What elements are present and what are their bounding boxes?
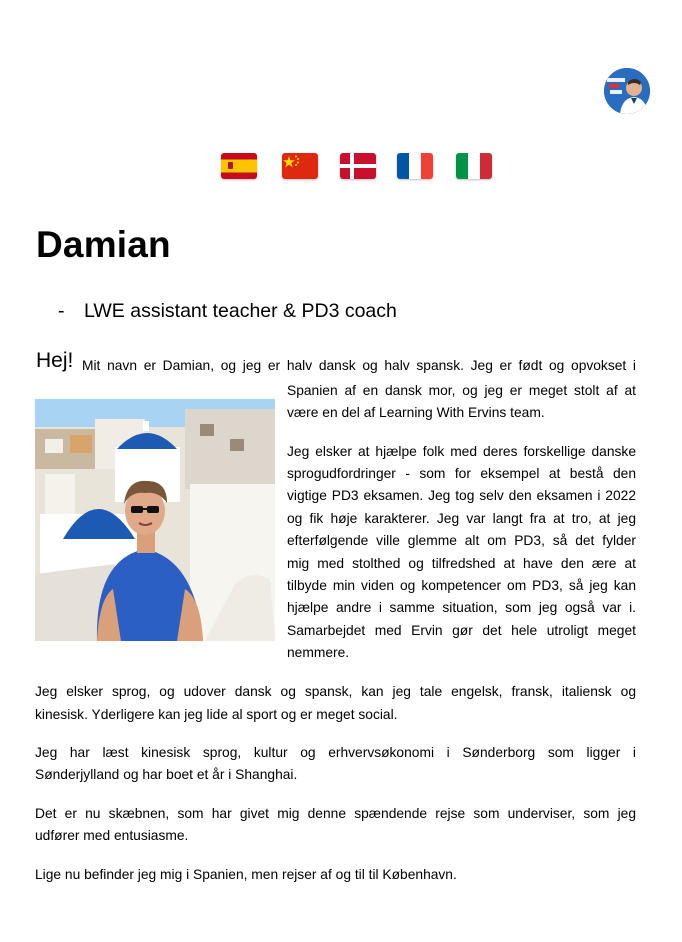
paragraph-line: Jeg elsker sprog, og udover dansk og spansk, kan jeg tale engelsk, fransk, italiensk og bbox=[35, 684, 636, 699]
page-title: Damian bbox=[36, 224, 171, 265]
role-text: LWE assistant teacher & PD3 coach bbox=[84, 300, 397, 322]
paragraph-line: udfører med entusiasme. bbox=[35, 828, 189, 843]
paragraph-line: sprogudfordringer - som for eksempel at bestå den bbox=[287, 466, 636, 481]
paragraph-line: Sønderjylland og har boet et år i Shanghai. bbox=[35, 767, 298, 782]
intro-line: Mit navn er Damian, og jeg er halv dansk og halv spansk. Jeg er født og opvokset i bbox=[82, 358, 636, 373]
profile-photo bbox=[35, 399, 275, 641]
intro-line: Spanien af en dansk mor, og jeg er meget stolt af at bbox=[287, 383, 636, 398]
paragraph-line: nemmere. bbox=[287, 645, 350, 660]
flag-france-icon bbox=[397, 153, 433, 179]
paragraph-line: vigtige PD3 eksamen. Jeg tog selv den eksamen i 2022 bbox=[287, 488, 636, 503]
flag-spain-icon bbox=[221, 153, 257, 179]
paragraph-line: kinesisk. Yderligere kan jeg lide al sport og er meget social. bbox=[35, 707, 398, 722]
bullet-dash: - bbox=[58, 300, 65, 322]
paragraph-line: hjælpe andre i samme situation, som jeg også var i. bbox=[287, 600, 636, 615]
paragraph-line: tilbyde min viden og kompetencer om PD3, så jeg kan bbox=[287, 578, 636, 593]
role-subtitle bbox=[58, 300, 397, 323]
flag-china-icon bbox=[282, 153, 318, 179]
paragraph-line: Jeg har læst kinesisk sprog, kultur og erhvervsøkonomi i Sønderborg som ligger i bbox=[35, 745, 636, 760]
intro-line: være en del af Learning With Ervins team. bbox=[287, 405, 545, 420]
paragraph-line: efterfølgende ville glemme alt om PD3, så det fylder bbox=[287, 533, 636, 548]
paragraph-line: mig med stolthed og tilfredshed at have den ære at bbox=[287, 556, 636, 571]
language-flags bbox=[0, 153, 682, 181]
flag-denmark-icon bbox=[340, 153, 376, 179]
paragraph-line: Lige nu befinder jeg mig i Spanien, men rejser af og til til København. bbox=[35, 867, 457, 882]
paragraph-line: Det er nu skæbnen, som har givet mig denne spændende rejse som underviser, som jeg bbox=[35, 806, 636, 821]
logo-image bbox=[604, 68, 650, 114]
paragraph-line: Samarbejdet med Ervin gør det hele utroligt meget bbox=[287, 623, 636, 638]
greeting: Hej! bbox=[36, 349, 74, 372]
paragraph-line: Jeg elsker at hjælpe folk med deres forskellige danske bbox=[287, 444, 636, 459]
paragraph-line: og fik høje karakterer. Jeg var langt fra at tro, at jeg bbox=[287, 511, 636, 526]
brand-logo bbox=[604, 68, 650, 114]
flag-italy-icon bbox=[456, 153, 492, 179]
